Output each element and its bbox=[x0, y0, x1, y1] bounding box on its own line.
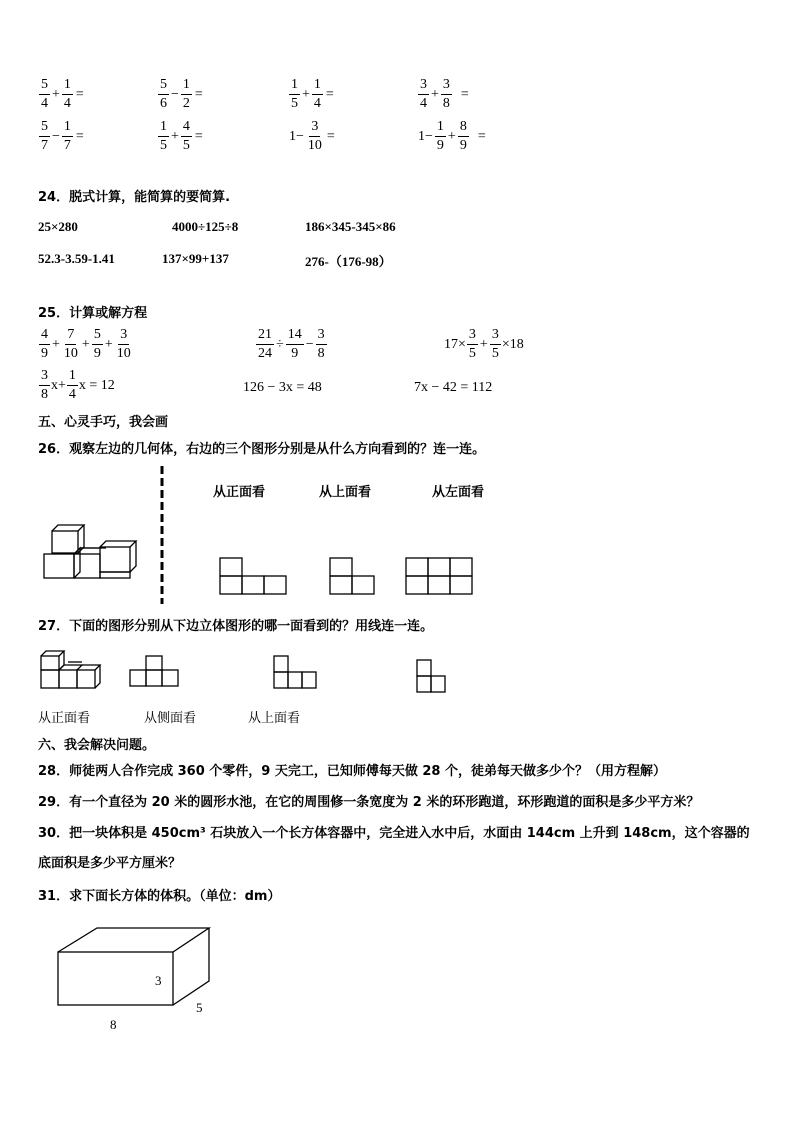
section-5-heading: 五、心灵手巧，我会画 bbox=[38, 415, 169, 430]
numerator: 1 bbox=[289, 78, 300, 95]
numerator: 3 bbox=[418, 78, 429, 95]
numerator: 1 bbox=[312, 78, 323, 95]
equals-sign: = bbox=[194, 128, 203, 144]
numerator: 3 bbox=[309, 120, 320, 137]
denominator: 4 bbox=[41, 96, 48, 111]
equals-sign: = bbox=[75, 128, 84, 144]
q28-text: 28．师徒两人合作完成 360 个零件，9 天完工，已知师傅每天做 28 个，徒弟每天做多少个？（用方程解） bbox=[38, 764, 666, 779]
equals-sign: = bbox=[326, 128, 335, 144]
denominator: 5 bbox=[468, 346, 476, 361]
operator: + bbox=[479, 336, 488, 352]
operator: 1− bbox=[418, 128, 433, 144]
denominator: 9 bbox=[436, 138, 444, 153]
q24-title: 24．脱式计算，能简算的要简算. bbox=[38, 190, 231, 205]
q24-expr: 4000÷125÷8 bbox=[172, 219, 239, 234]
denominator: 5 bbox=[491, 346, 499, 361]
equals-sign: = bbox=[194, 86, 203, 102]
operator: + bbox=[52, 336, 60, 352]
q31-title: 31．求下面长方体的体积。（单位：dm） bbox=[38, 889, 281, 904]
operator: ÷ bbox=[276, 336, 284, 352]
q27-view-1 bbox=[130, 656, 178, 686]
q27-solid bbox=[41, 651, 100, 688]
operator: 1− bbox=[289, 128, 304, 144]
numerator: 1 bbox=[62, 120, 73, 137]
denominator: 8 bbox=[442, 96, 450, 111]
denominator: 9 bbox=[41, 346, 48, 361]
view-label: 从正面看 bbox=[213, 485, 266, 500]
denominator: 10 bbox=[116, 346, 131, 361]
denominator: 4 bbox=[313, 96, 321, 111]
q24-expr: 137×99+137 bbox=[162, 251, 229, 266]
q26-title: 26．观察左边的几何体，右边的三个图形分别是从什么方向看到的？连一连。 bbox=[38, 442, 486, 457]
operator: − bbox=[171, 86, 179, 102]
denominator: 24 bbox=[258, 346, 272, 361]
denominator: 10 bbox=[63, 346, 78, 361]
numerator: 5 bbox=[39, 78, 50, 95]
numerator: 3 bbox=[441, 78, 452, 95]
view-top bbox=[330, 558, 374, 594]
q25-equation-3: 7x − 42 = 112 bbox=[414, 380, 493, 395]
operator: − bbox=[52, 128, 60, 144]
cuboid-length-label: 8 bbox=[110, 1017, 117, 1032]
operator: + bbox=[52, 86, 60, 102]
numerator: 14 bbox=[286, 328, 304, 345]
q26-solid bbox=[44, 525, 136, 578]
numerator: 3 bbox=[316, 328, 327, 345]
denominator: 5 bbox=[160, 138, 167, 153]
q27-view-2 bbox=[274, 656, 316, 688]
q25-title: 25．计算或解方程 bbox=[38, 306, 148, 321]
operator: − bbox=[305, 336, 314, 352]
q24-expr: 52.3-3.59-1.41 bbox=[38, 251, 115, 266]
denominator: 2 bbox=[182, 96, 190, 111]
view-label: 从侧面看 bbox=[144, 711, 197, 726]
denominator: 7 bbox=[63, 138, 71, 153]
view-left bbox=[406, 558, 472, 594]
equals-sign: = bbox=[75, 86, 84, 102]
denominator: 5 bbox=[291, 96, 298, 111]
numerator: 5 bbox=[158, 78, 169, 95]
view-front bbox=[220, 558, 286, 594]
denominator: 10 bbox=[307, 138, 322, 153]
expr-part: 17× bbox=[444, 336, 466, 352]
operator: + bbox=[431, 86, 439, 102]
cuboid-width-label: 5 bbox=[196, 1000, 203, 1015]
operator: + bbox=[302, 86, 310, 102]
operator: + bbox=[447, 128, 456, 144]
numerator: 1 bbox=[158, 120, 169, 137]
equals-sign: = bbox=[477, 128, 486, 144]
q29-text: 29．有一个直径为 20 米的圆形水池，在它的周围修一条宽度为 2 米的环形跑道，环形跑道的面积是多少平方米？ bbox=[38, 795, 700, 810]
denominator: 6 bbox=[160, 96, 167, 111]
operator: + bbox=[104, 336, 113, 352]
view-label: 从上面看 bbox=[248, 711, 301, 726]
q25-equation-2: 126 − 3x = 48 bbox=[243, 380, 322, 395]
expr-part: ×18 bbox=[501, 336, 524, 352]
q27-view-3 bbox=[417, 660, 445, 692]
numerator: 8 bbox=[458, 120, 469, 137]
denominator: 5 bbox=[182, 138, 190, 153]
view-label: 从左面看 bbox=[432, 485, 485, 500]
view-label: 从上面看 bbox=[319, 485, 372, 500]
expr-part: x+ bbox=[51, 377, 66, 393]
numerator: 1 bbox=[67, 369, 78, 386]
numerator: 1 bbox=[181, 78, 192, 95]
numerator: 4 bbox=[181, 120, 192, 137]
numerator: 1 bbox=[435, 120, 446, 137]
numerator: 3 bbox=[118, 328, 129, 345]
numerator: 1 bbox=[62, 78, 73, 95]
operator: + bbox=[171, 128, 179, 144]
denominator: 9 bbox=[93, 346, 101, 361]
q24-expr: 186×345-345×86 bbox=[305, 219, 396, 234]
denominator: 4 bbox=[68, 387, 76, 402]
numerator: 3 bbox=[39, 369, 50, 386]
cuboid-figure bbox=[58, 928, 209, 1005]
numerator: 21 bbox=[256, 328, 274, 345]
q24-expr: 25×280 bbox=[38, 219, 78, 234]
denominator: 4 bbox=[63, 96, 71, 111]
numerator: 3 bbox=[490, 328, 501, 345]
numerator: 4 bbox=[39, 328, 50, 345]
denominator: 9 bbox=[291, 346, 299, 361]
q30-line-2: 底面积是多少平方厘米？ bbox=[38, 856, 182, 871]
numerator: 5 bbox=[39, 120, 50, 137]
q30-line-1: 30．把一块体积是 450cm³ 石块放入一个长方体容器中，完全进入水中后，水面由 144cm 上升到 148cm，这个容器的 bbox=[38, 826, 750, 841]
section-6-heading: 六、我会解决问题。 bbox=[38, 738, 156, 753]
denominator: 8 bbox=[41, 387, 48, 402]
q24-expr: 276-（176-98） bbox=[305, 254, 392, 269]
numerator: 3 bbox=[467, 328, 478, 345]
view-label: 从正面看 bbox=[38, 711, 91, 726]
equals-sign: = bbox=[325, 86, 334, 102]
equals-sign: = bbox=[460, 86, 469, 102]
numerator: 7 bbox=[65, 328, 76, 345]
cuboid-height-label: 3 bbox=[155, 973, 162, 988]
q27-title: 27．下面的图形分别从下边立体图形的哪一面看到的？用线连一连。 bbox=[38, 619, 434, 634]
denominator: 7 bbox=[41, 138, 48, 153]
denominator: 4 bbox=[420, 96, 427, 111]
denominator: 8 bbox=[317, 346, 325, 361]
numerator: 5 bbox=[92, 328, 103, 345]
denominator: 9 bbox=[459, 138, 467, 153]
operator: + bbox=[81, 336, 90, 352]
expr-part: x = 12 bbox=[78, 377, 115, 393]
